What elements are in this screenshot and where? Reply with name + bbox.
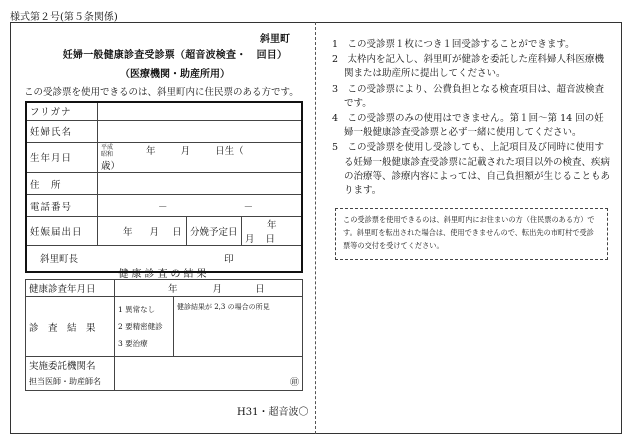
due-year-unit: 年 [267,220,277,231]
due-date-field[interactable] [242,217,303,246]
option-detailed-exam[interactable]: 2 要精密健診 [118,322,163,331]
form-number: 様式第２号(第５条関係) [10,12,118,23]
patient-info-table [25,101,303,273]
option-no-abnormality[interactable]: 1 異常なし [118,305,156,314]
form-title: 妊婦一般健康診査受診票（超音波検査・ 回目） [62,50,288,61]
era-showa: 昭和 [101,151,114,158]
note-item: 5 この受診票を使用し受診しても、上記項目及び同時に使用する妊婦一般健康診査受診票に記載された項目以外の検査、疾病の治療等、診療内容によっては、自己負担額が生じることもあります。 [332,142,611,197]
note-item: 3 この受診票により、公費負担となる検査項目は、超音波検査です。 [332,83,605,109]
report-month-unit: 月 [149,227,160,238]
phone-separator: － [158,201,168,213]
dob-field[interactable] [98,142,303,173]
address-field[interactable] [98,173,303,195]
address-label: 住 所 [26,173,98,195]
phone-separator: － [243,201,254,213]
institution-field[interactable] [115,357,303,374]
exam-month-unit: 月 [212,284,223,295]
exam-year-unit: 年 [168,284,178,295]
form-code: H31・超音波〇 [237,407,309,418]
center-divider [315,22,316,434]
era-heisei: 平成 [101,144,114,151]
phone-field[interactable] [98,195,303,217]
form-subtitle: （医療機関・助産所用） [120,69,230,80]
dob-label: 生年月日 [26,142,98,173]
issuer-name: 斜里町 [260,34,290,45]
dob-month-unit: 月 [180,145,191,157]
residency-notice: この受診票を使用できるのは、斜里町内にお住まいの方（住民票のある方）です。斜里町を転出された場合は、使用できませんので、転出先の市町村で受診票等の交付を受けてください。 [335,208,608,260]
due-day-unit: 日 [265,234,276,245]
note-item: 1 この受診票１枚につき１回受診することができます。 [332,39,575,50]
dob-day-unit: 日生（ [215,145,244,157]
doctor-label: 担当医師・助産師名 [26,374,115,391]
note-item: 4 この受診票のみの使用はできません。第１回～第 14 回の妊婦一般健康診査受診票と必ず一緒に使用してください。 [332,113,604,139]
doctor-field[interactable] [115,374,303,391]
phone-label: 電話番号 [26,195,98,217]
name-field[interactable] [98,120,303,142]
due-month-unit: 月 [245,234,255,245]
note-item: 2 太枠内を記入し、斜里町が健診を委託した産科婦人科医療機関または助産所に提出してください。 [332,54,605,80]
results-heading: 健康診査の結果 [118,269,210,280]
era-names [101,144,113,158]
exam-date-field[interactable] [115,280,303,297]
furigana-label: フリガナ [26,102,98,120]
option-treatment[interactable]: 3 要治療 [118,339,148,348]
notes-list [332,38,612,199]
age-unit: 歳） [101,161,121,172]
exam-date-label: 健康診査年月日 [26,280,115,297]
seal-mark: ㊞ [289,378,299,389]
pregnancy-report-field[interactable] [98,217,187,246]
findings-note: 健診結果が 2,3 の場合の所見 [177,303,270,311]
pregnancy-report-label: 妊娠届出日 [26,217,98,246]
furigana-field[interactable] [98,102,303,120]
name-label: 妊婦氏名 [26,120,98,142]
findings-options [115,297,174,357]
seal-label: 印 [224,254,234,266]
dob-year-unit: 年 [146,145,156,157]
mayor-label: 斜里町長 [40,254,79,266]
usage-note: この受診票を使用できるのは、斜里町内に住民票のある方です。 [24,87,299,98]
report-year-unit: 年 [123,227,133,238]
exam-day-unit: 日 [255,284,265,295]
findings-label: 診 査 結 果 [26,297,115,357]
institution-label: 実施委託機関名 [26,357,115,374]
findings-note-field[interactable] [174,297,303,357]
report-day-unit: 日 [172,227,182,238]
due-date-label: 分娩予定日 [187,217,242,246]
results-table [25,279,303,391]
